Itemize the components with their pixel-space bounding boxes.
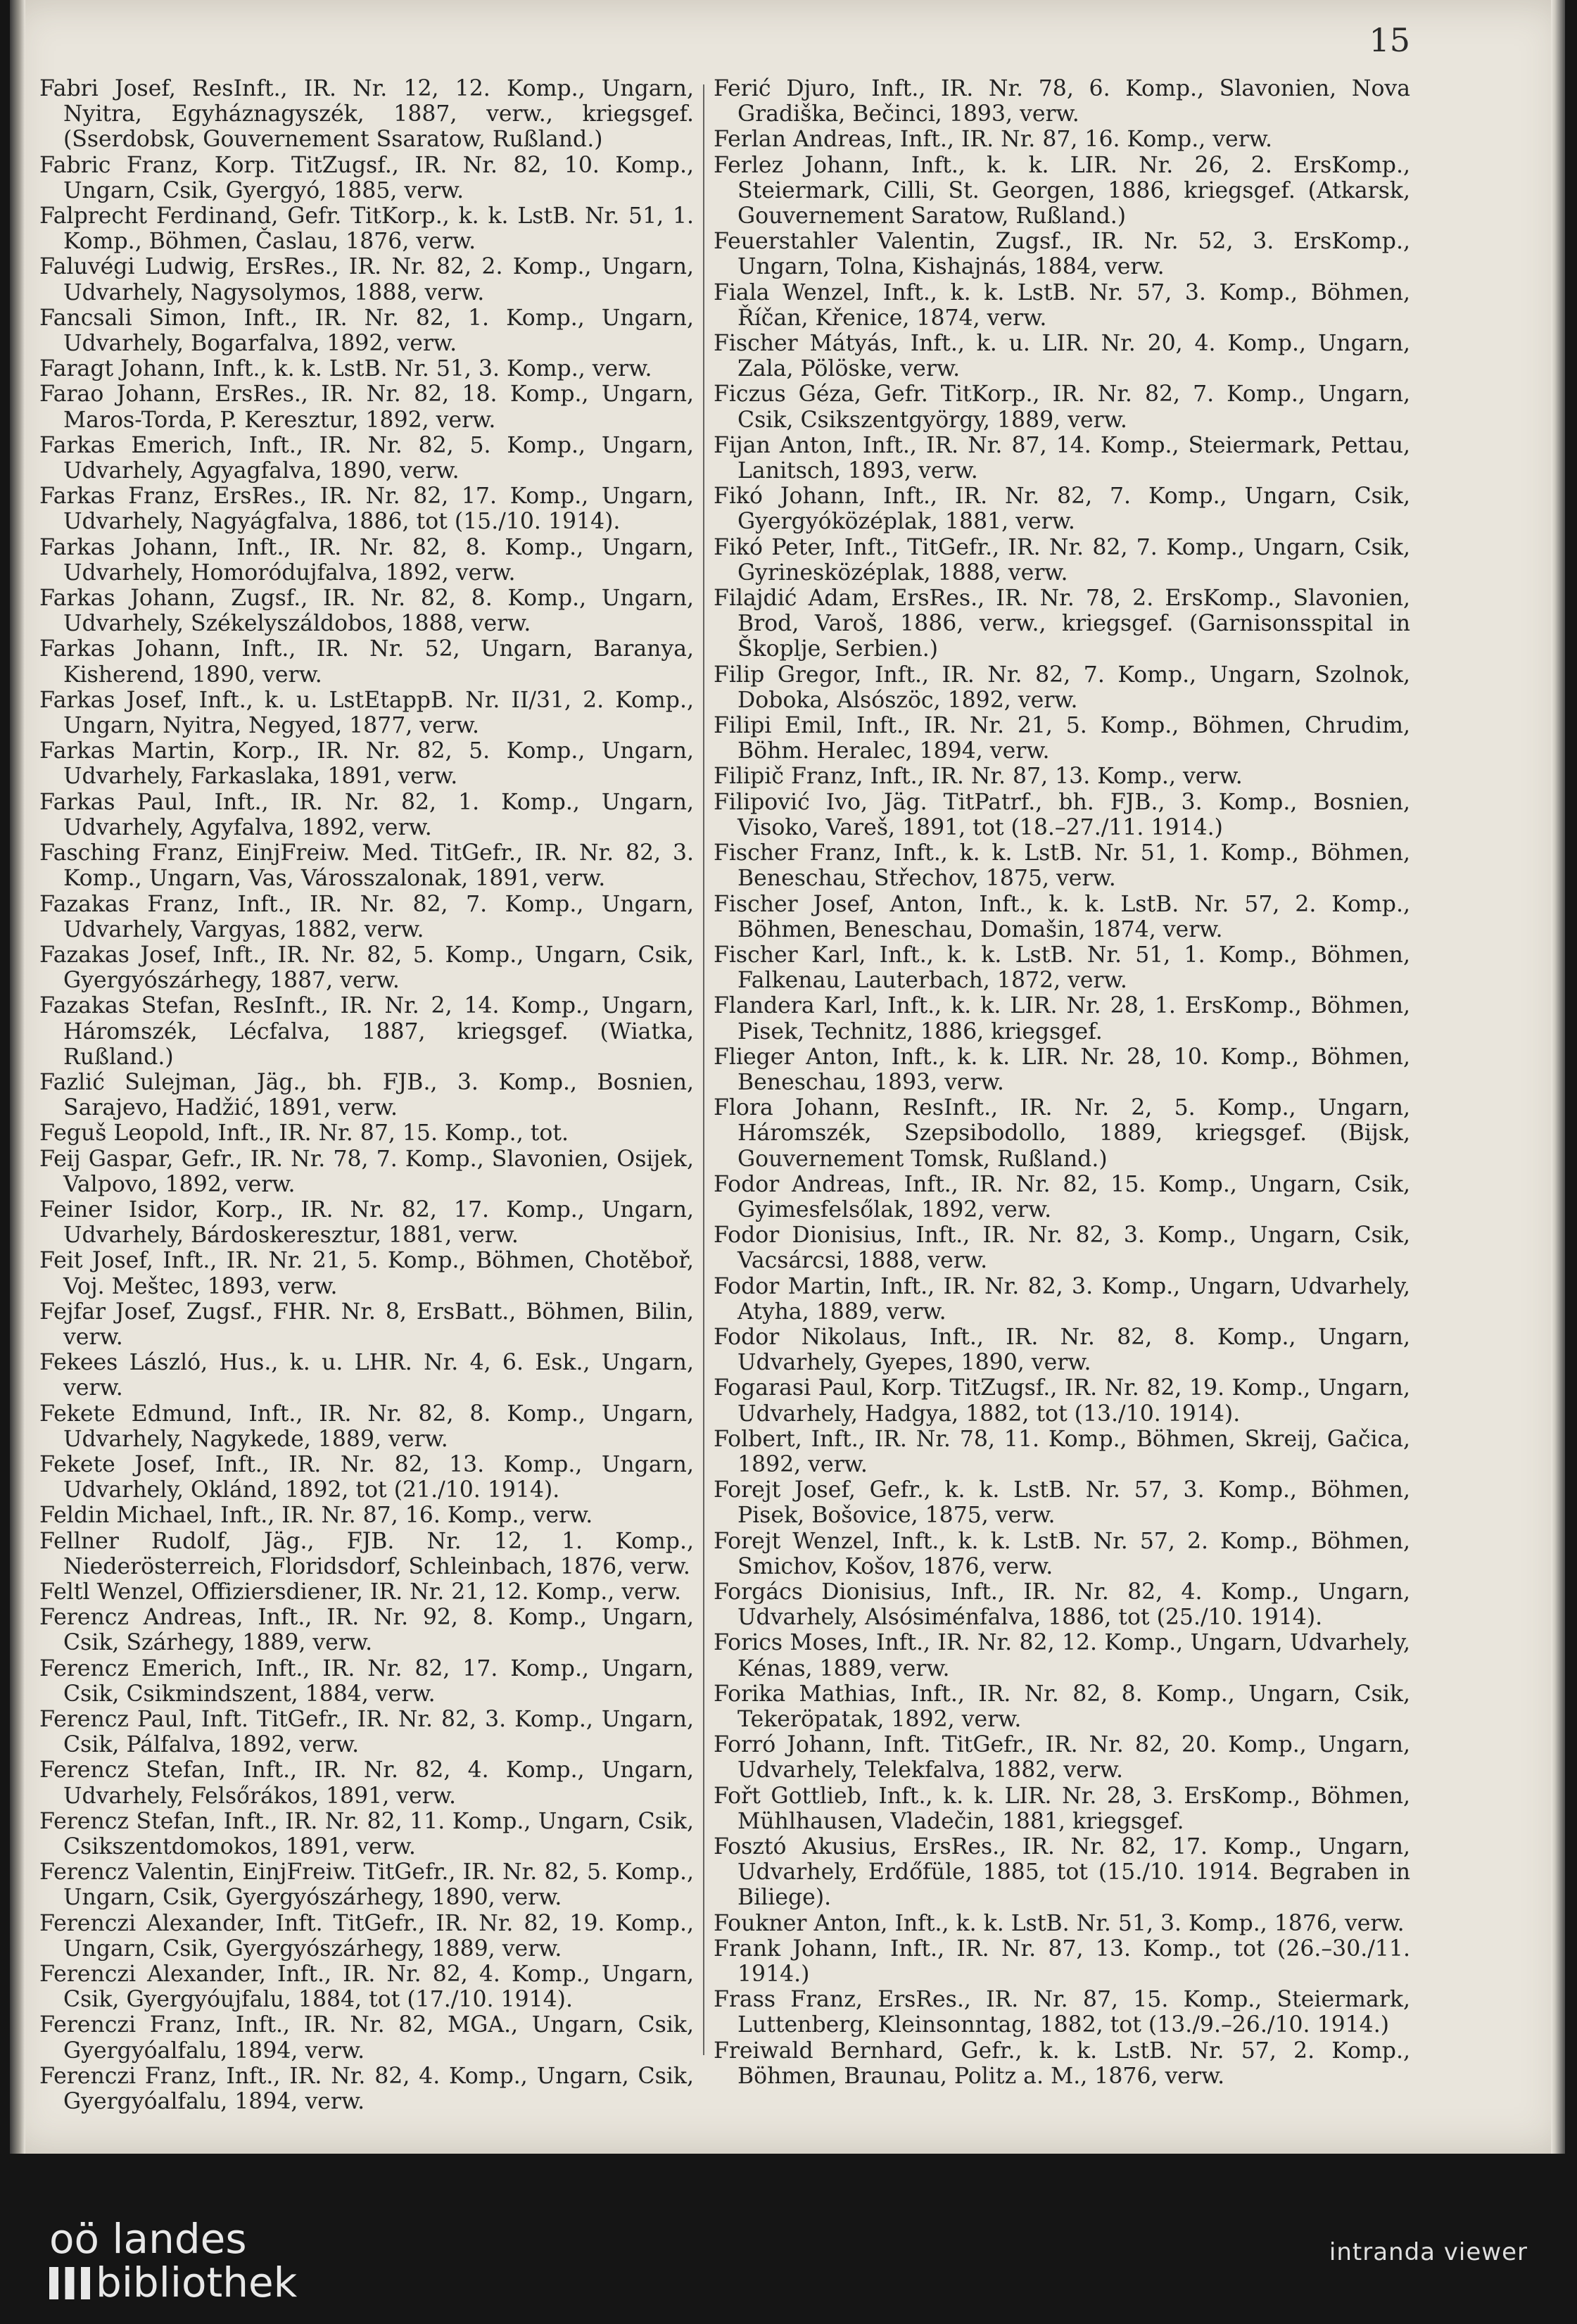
register-entry: Fodor Martin, Inft., IR. Nr. 82, 3. Komp., Ungarn, Udvarhely, Atyha, 1889, verw. <box>714 1273 1410 1325</box>
logo-line-2-text: bibliothek <box>96 2259 298 2306</box>
register-entry: Fazakas Josef, Inft., IR. Nr. 82, 5. Komp., Ungarn, Csik, Gyergyószárhegy, 1887, verw. <box>39 942 694 994</box>
page-edge-right <box>1551 0 1565 2154</box>
register-entry: Ferenczi Alexander, Inft., IR. Nr. 82, 4. Komp., Ungarn, Csik, Gyergyóujfalu, 1884, tot (17./10. 1914). <box>39 1962 694 2013</box>
register-entry: Fabri Josef, ResInft., IR. Nr. 12, 12. Komp., Ungarn, Nyitra, Egyháznagyszék, 1887, verw., kriegsgef. (Sserdobsk, Gouvernement Ssaratow, Rußland.) <box>39 76 694 153</box>
register-entry: Fekees László, Hus., k. u. LHR. Nr. 4, 6. Esk., Ungarn, verw. <box>39 1350 694 1401</box>
register-entry: Filipi Emil, Inft., IR. Nr. 21, 5. Komp., Böhmen, Chrudim, Böhm. Heralec, 1894, verw. <box>714 713 1410 764</box>
register-entry: Farao Johann, ErsRes., IR. Nr. 82, 18. Komp., Ungarn, Maros-Torda, P. Keresztur, 1892, verw. <box>39 381 694 433</box>
register-entry: Fancsali Simon, Inft., IR. Nr. 82, 1. Komp., Ungarn, Udvarhely, Bogarfalva, 1892, verw. <box>39 305 694 357</box>
register-entry: Forró Johann, Inft. TitGefr., IR. Nr. 82, 20. Komp., Ungarn, Udvarhely, Telekfalva, 1882, verw. <box>714 1732 1410 1783</box>
register-entry: Fazakas Stefan, ResInft., IR. Nr. 2, 14. Komp., Ungarn, Háromszék, Lécfalva, 1887, kriegsgef. (Wiatka, Rußland.) <box>39 993 694 1070</box>
register-entry: Filipič Franz, Inft., IR. Nr. 87, 13. Komp., verw. <box>714 764 1243 790</box>
register-entry: Fikó Peter, Inft., TitGefr., IR. Nr. 82, 7. Komp., Ungarn, Csik, Gyrinesközéplak, 1888, verw. <box>714 534 1410 586</box>
register-entry: Feuerstahler Valentin, Zugsf., IR. Nr. 52, 3. ErsKomp., Ungarn, Tolna, Kishajnás, 1884, verw. <box>714 229 1410 280</box>
register-entry: Ferencz Valentin, EinjFreiw. TitGefr., IR. Nr. 82, 5. Komp., Ungarn, Csik, Gyergyószárhegy, 1890, verw. <box>39 1859 694 1911</box>
viewer-footer <box>0 2217 1577 2324</box>
register-entry: Ferencz Emerich, Inft., IR. Nr. 82, 17. Komp., Ungarn, Csik, Csikmindszent, 1884, verw. <box>39 1655 694 1707</box>
register-entry: Ferencz Paul, Inft. TitGefr., IR. Nr. 82, 3. Komp., Ungarn, Csik, Pálfalva, 1892, verw. <box>39 1707 694 1758</box>
register-entry: Farkas Johann, Inft., IR. Nr. 82, 8. Komp., Ungarn, Udvarhely, Homoródujfalva, 1892, verw. <box>39 534 694 586</box>
register-entry: Feguš Leopold, Inft., IR. Nr. 87, 15. Komp., tot. <box>39 1120 569 1147</box>
register-entry: Faragt Johann, Inft., k. k. LstB. Nr. 51, 3. Komp., verw. <box>39 356 652 382</box>
register-entry: Fischer Karl, Inft., k. k. LstB. Nr. 51, 1. Komp., Böhmen, Falkenau, Lauterbach, 1872, verw. <box>714 942 1410 994</box>
register-entry: Fosztó Akusius, ErsRes., IR. Nr. 82, 17. Komp., Ungarn, Udvarhely, Erdőfüle, 1885, tot (15./10. 1914. Begraben in Biliege). <box>714 1834 1410 1911</box>
register-entry: Forika Mathias, Inft., IR. Nr. 82, 8. Komp., Ungarn, Csik, Tekeröpatak, 1892, verw. <box>714 1681 1410 1732</box>
left-column <box>39 76 694 2114</box>
register-entry: Feiner Isidor, Korp., IR. Nr. 82, 17. Komp., Ungarn, Udvarhely, Bárdoskeresztur, 1881, verw. <box>39 1196 694 1249</box>
logo-line-2 <box>49 2261 297 2304</box>
register-entry: Ferenczi Alexander, Inft. TitGefr., IR. Nr. 82, 19. Komp., Ungarn, Csik, Gyergyószárhegy, 1889, verw. <box>39 1910 694 1962</box>
register-entry: Frank Johann, Inft., IR. Nr. 87, 13. Komp., tot (26.–30./11. 1914.) <box>714 1935 1410 1988</box>
register-entry: Fazakas Franz, Inft., IR. Nr. 82, 7. Komp., Ungarn, Udvarhely, Vargyas, 1882, verw. <box>39 891 694 942</box>
register-entry: Farkas Franz, ErsRes., IR. Nr. 82, 17. Komp., Ungarn, Udvarhely, Nagyágfalva, 1886, tot (15./10. 1914). <box>39 484 694 535</box>
register-entry: Folbert, Inft., IR. Nr. 78, 11. Komp., Böhmen, Skreij, Gačica, 1892, verw. <box>714 1426 1410 1477</box>
register-entry: Forejt Josef, Gefr., k. k. LstB. Nr. 57, 3. Komp., Böhmen, Pisek, Bošovice, 1875, verw. <box>714 1477 1410 1529</box>
register-entry: Fischer Franz, Inft., k. k. LstB. Nr. 51, 1. Komp., Böhmen, Beneschau, Střechov, 1875, verw. <box>714 840 1410 892</box>
register-entry: Fořt Gottlieb, Inft., k. k. LIR. Nr. 28, 3. ErsKomp., Böhmen, Mühlhausen, Vladečin, 1881, kriegsgef. <box>714 1783 1410 1834</box>
register-entry: Foukner Anton, Inft., k. k. LstB. Nr. 51, 3. Komp., 1876, verw. <box>714 1910 1405 1936</box>
register-entry: Ficzus Géza, Gefr. TitKorp., IR. Nr. 82, 7. Komp., Ungarn, Csik, Csikszentgyörgy, 1889, verw. <box>714 381 1410 433</box>
logo-line-1: oö landes <box>49 2215 247 2263</box>
register-entry: Ferlez Johann, Inft., k. k. LIR. Nr. 26, 2. ErsKomp., Steiermark, Cilli, St. Georgen, 1886, kriegsgef. (Atkarsk, Gouvernement Saratow, Rußland.) <box>714 152 1410 229</box>
library-logo[interactable] <box>49 2217 297 2304</box>
register-entry: Ferić Djuro, Inft., IR. Nr. 78, 6. Komp., Slavonien, Nova Gradiška, Bečinci, 1893, verw. <box>714 76 1410 127</box>
register-entry: Fodor Andreas, Inft., IR. Nr. 82, 15. Komp., Ungarn, Csik, Gyimesfelsőlak, 1892, verw. <box>714 1171 1410 1223</box>
register-entry: Farkas Emerich, Inft., IR. Nr. 82, 5. Komp., Ungarn, Udvarhely, Agyagfalva, 1890, verw. <box>39 432 694 484</box>
register-entry: Farkas Martin, Korp., IR. Nr. 82, 5. Komp., Ungarn, Udvarhely, Farkaslaka, 1891, verw. <box>39 738 694 790</box>
logo-bars-icon <box>49 2267 90 2299</box>
page-edge-left <box>10 0 25 2154</box>
register-entry: Fijan Anton, Inft., IR. Nr. 87, 14. Komp., Steiermark, Pettau, Lanitsch, 1893, verw. <box>714 432 1410 484</box>
register-entry: Farkas Johann, Inft., IR. Nr. 52, Ungarn, Baranya, Kisherend, 1890, verw. <box>39 636 694 688</box>
register-entry: Feij Gaspar, Gefr., IR. Nr. 78, 7. Komp., Slavonien, Osijek, Valpovo, 1892, verw. <box>39 1146 694 1197</box>
register-entry: Fekete Edmund, Inft., IR. Nr. 82, 8. Komp., Ungarn, Udvarhely, Nagykede, 1889, verw. <box>39 1401 694 1452</box>
register-entry: Fischer Mátyás, Inft., k. u. LIR. Nr. 20, 4. Komp., Ungarn, Zala, Pölöske, verw. <box>714 331 1410 382</box>
register-entry: Fekete Josef, Inft., IR. Nr. 82, 13. Komp., Ungarn, Udvarhely, Oklánd, 1892, tot (21./10. 1914). <box>39 1451 694 1503</box>
register-entry: Farkas Josef, Inft., k. u. LstEtappB. Nr. II/31, 2. Komp., Ungarn, Nyitra, Negyed, 1877, verw. <box>39 687 694 739</box>
register-entry: Ferlan Andreas, Inft., IR. Nr. 87, 16. Komp., verw. <box>714 127 1272 153</box>
register-entry: Forgács Dionisius, Inft., IR. Nr. 82, 4. Komp., Ungarn, Udvarhely, Alsósiménfalva, 1886, tot (25./10. 1914). <box>714 1579 1410 1631</box>
register-entry: Fiala Wenzel, Inft., k. k. LstB. Nr. 57, 3. Komp., Böhmen, Říčan, Křenice, 1874, verw. <box>714 279 1410 331</box>
page-number: 15 <box>1369 21 1410 59</box>
register-entry: Ferenczi Franz, Inft., IR. Nr. 82, 4. Komp., Ungarn, Csik, Gyergyóalfalu, 1894, verw. <box>39 2063 694 2115</box>
register-entry: Fikó Johann, Inft., IR. Nr. 82, 7. Komp., Ungarn, Csik, Gyergyóközéplak, 1881, verw. <box>714 484 1410 535</box>
scanned-page <box>10 0 1565 2154</box>
register-entry: Fasching Franz, EinjFreiw. Med. TitGefr., IR. Nr. 82, 3. Komp., Ungarn, Vas, Városszalonak, 1891, verw. <box>39 840 694 892</box>
register-entry: Ferencz Andreas, Inft., IR. Nr. 92, 8. Komp., Ungarn, Csik, Szárhegy, 1889, verw. <box>39 1605 694 1656</box>
register-entry: Flandera Karl, Inft., k. k. LIR. Nr. 28, 1. ErsKomp., Böhmen, Pisek, Technitz, 1886, kriegsgef. <box>714 993 1410 1044</box>
register-entry: Fazlić Sulejman, Jäg., bh. FJB., 3. Komp., Bosnien, Sarajevo, Hadžić, 1891, verw. <box>39 1069 694 1121</box>
register-entry: Fabric Franz, Korp. TitZugsf., IR. Nr. 82, 10. Komp., Ungarn, Csik, Gyergyó, 1885, verw. <box>39 152 694 203</box>
register-entry: Filajdić Adam, ErsRes., IR. Nr. 78, 2. ErsKomp., Slavonien, Brod, Varoš, 1886, verw., kriegsgef. (Garnisonsspital in Škoplje, Serbien.) <box>714 586 1410 662</box>
register-entry: Flieger Anton, Inft., k. k. LIR. Nr. 28, 10. Komp., Böhmen, Beneschau, 1893, verw. <box>714 1044 1410 1095</box>
register-entry: Falprecht Ferdinand, Gefr. TitKorp., k. k. LstB. Nr. 51, 1. Komp., Böhmen, Časlau, 1876, verw. <box>39 203 694 255</box>
register-entry: Ferencz Stefan, Inft., IR. Nr. 82, 11. Komp., Ungarn, Csik, Csikszentdomokos, 1891, verw. <box>39 1808 694 1860</box>
register-entry: Fischer Josef, Anton, Inft., k. k. LstB. Nr. 57, 2. Komp., Böhmen, Beneschau, Domašin, 1874, verw. <box>714 891 1410 942</box>
register-entry: Fodor Dionisius, Inft., IR. Nr. 82, 3. Komp., Ungarn, Csik, Vacsárcsi, 1888, verw. <box>714 1223 1410 1274</box>
right-column <box>714 76 1410 2089</box>
register-entry: Farkas Paul, Inft., IR. Nr. 82, 1. Komp., Ungarn, Udvarhely, Agyfalva, 1892, verw. <box>39 789 694 840</box>
register-entry: Feit Josef, Inft., IR. Nr. 21, 5. Komp., Böhmen, Chotěboř, Voj. Meštec, 1893, verw. <box>39 1248 694 1299</box>
register-entry: Frass Franz, ErsRes., IR. Nr. 87, 15. Komp., Steiermark, Luttenberg, Kleinsonntag, 1882, tot (13./9.–26./10. 1914.) <box>714 1987 1410 2038</box>
register-entry: Flora Johann, ResInft., IR. Nr. 2, 5. Komp., Ungarn, Háromszék, Szepsibodollo, 1889, kriegsgef. (Bijsk, Gouvernement Tomsk, Rußland.) <box>714 1095 1410 1172</box>
register-entry: Ferenczi Franz, Inft., IR. Nr. 82, MGA., Ungarn, Csik, Gyergyóalfalu, 1894, verw. <box>39 2012 694 2064</box>
register-entry: Freiwald Bernhard, Gefr., k. k. LstB. Nr. 57, 2. Komp., Böhmen, Braunau, Politz a. M., 1876, verw. <box>714 2038 1410 2089</box>
register-entry: Faluvégi Ludwig, ErsRes., IR. Nr. 82, 2. Komp., Ungarn, Udvarhely, Nagysolymos, 1888, verw. <box>39 254 694 305</box>
register-entry: Fejfar Josef, Zugsf., FHR. Nr. 8, ErsBatt., Böhmen, Bilin, verw. <box>39 1299 694 1350</box>
viewer-name[interactable]: intranda viewer <box>1329 2238 1528 2266</box>
register-entry: Forejt Wenzel, Inft., k. k. LstB. Nr. 57, 2. Komp., Böhmen, Smichov, Košov, 1876, verw. <box>714 1528 1410 1579</box>
register-entry: Forics Moses, Inft., IR. Nr. 82, 12. Komp., Ungarn, Udvarhely, Kénas, 1889, verw. <box>714 1630 1410 1681</box>
register-entry: Filipović Ivo, Jäg. TitPatrf., bh. FJB., 3. Komp., Bosnien, Visoko, Vareš, 1891, tot (18.–27./11. 1914.) <box>714 789 1410 840</box>
register-entry: Ferencz Stefan, Inft., IR. Nr. 82, 4. Komp., Ungarn, Udvarhely, Felsőrákos, 1891, verw. <box>39 1757 694 1809</box>
register-entry: Fogarasi Paul, Korp. TitZugsf., IR. Nr. 82, 19. Komp., Ungarn, Udvarhely, Hadgya, 1882, tot (13./10. 1914). <box>714 1375 1410 1427</box>
register-entry: Fodor Nikolaus, Inft., IR. Nr. 82, 8. Komp., Ungarn, Udvarhely, Gyepes, 1890, verw. <box>714 1324 1410 1376</box>
register-entry: Feltl Wenzel, Offiziersdiener, IR. Nr. 21, 12. Komp., verw. <box>39 1579 681 1605</box>
register-entry: Feldin Michael, Inft., IR. Nr. 87, 16. Komp., verw. <box>39 1503 593 1529</box>
register-entry: Farkas Johann, Zugsf., IR. Nr. 82, 8. Komp., Ungarn, Udvarhely, Székelyszáldobos, 1888, verw. <box>39 586 694 637</box>
register-entry: Filip Gregor, Inft., IR. Nr. 82, 7. Komp., Ungarn, Szolnok, Doboka, Alsószöc, 1892, verw. <box>714 662 1410 713</box>
register-entry: Fellner Rudolf, Jäg., FJB. Nr. 12, 1. Komp., Niederösterreich, Floridsdorf, Schleinbach, 1876, verw. <box>39 1528 694 1579</box>
column-divider <box>703 84 704 2055</box>
